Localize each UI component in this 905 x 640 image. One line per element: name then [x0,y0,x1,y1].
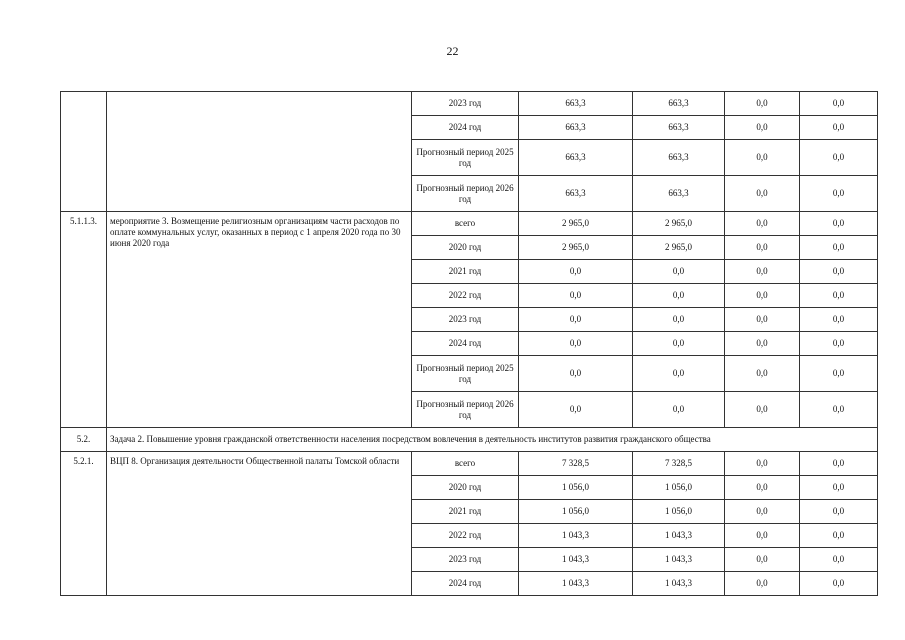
source-1-value-cell: 2 965,0 [633,212,725,236]
table-row [61,212,878,236]
source-2-value-cell: 0,0 [725,236,800,260]
source-1-value-cell: 0,0 [633,308,725,332]
period-cell: 2023 год [412,92,519,116]
total-value-cell: 0,0 [519,392,633,428]
total-value-cell: 1 043,3 [519,524,633,548]
period-cell: 2020 год [412,236,519,260]
period-cell: всего [412,452,519,476]
source-2-value-cell: 0,0 [725,476,800,500]
source-3-value-cell: 0,0 [800,308,878,332]
period-cell: 2020 год [412,476,519,500]
source-2-value-cell: 0,0 [725,332,800,356]
table-row [61,452,878,476]
budget-table [60,91,878,596]
page-number: 22 [446,44,459,58]
source-1-value-cell: 0,0 [633,356,725,392]
source-1-value-cell: 1 043,3 [633,572,725,596]
task-code: 5.2. [61,428,107,452]
source-3-value-cell: 0,0 [800,212,878,236]
source-3-value-cell: 0,0 [800,140,878,176]
total-value-cell: 2 965,0 [519,212,633,236]
row-code [61,92,107,212]
source-1-value-cell: 0,0 [633,332,725,356]
total-value-cell: 663,3 [519,92,633,116]
total-value-cell: 663,3 [519,140,633,176]
source-2-value-cell: 0,0 [725,548,800,572]
source-2-value-cell: 0,0 [725,572,800,596]
source-3-value-cell: 0,0 [800,572,878,596]
total-value-cell: 7 328,5 [519,452,633,476]
total-value-cell: 1 043,3 [519,548,633,572]
row-code: 5.2.1. [61,452,107,596]
total-value-cell: 1 056,0 [519,500,633,524]
source-1-value-cell: 1 043,3 [633,524,725,548]
period-cell: 2023 год [412,308,519,332]
source-1-value-cell: 2 965,0 [633,236,725,260]
period-cell: Прогнозный период 2026 год [412,392,519,428]
source-1-value-cell: 663,3 [633,140,725,176]
source-2-value-cell: 0,0 [725,212,800,236]
source-1-value-cell: 0,0 [633,260,725,284]
source-1-value-cell: 663,3 [633,92,725,116]
task-text: Задача 2. Повышение уровня гражданской ответственности населения посредством вовлечения в деятельность институтов развития гражданского общества [107,428,878,452]
source-3-value-cell: 0,0 [800,92,878,116]
source-2-value-cell: 0,0 [725,176,800,212]
source-1-value-cell: 7 328,5 [633,452,725,476]
source-1-value-cell: 0,0 [633,392,725,428]
table-row [61,92,878,116]
source-2-value-cell: 0,0 [725,500,800,524]
period-cell: 2022 год [412,524,519,548]
source-1-value-cell: 1 043,3 [633,548,725,572]
source-1-value-cell: 663,3 [633,116,725,140]
period-cell: 2024 год [412,116,519,140]
total-value-cell: 1 043,3 [519,572,633,596]
period-cell: Прогнозный период 2025 год [412,140,519,176]
source-1-value-cell: 0,0 [633,284,725,308]
source-2-value-cell: 0,0 [725,260,800,284]
source-3-value-cell: 0,0 [800,500,878,524]
source-1-value-cell: 1 056,0 [633,476,725,500]
period-cell: 2023 год [412,548,519,572]
task-row [61,428,878,452]
source-2-value-cell: 0,0 [725,116,800,140]
source-3-value-cell: 0,0 [800,284,878,308]
total-value-cell: 1 056,0 [519,476,633,500]
source-2-value-cell: 0,0 [725,140,800,176]
period-cell: 2021 год [412,260,519,284]
source-2-value-cell: 0,0 [725,452,800,476]
total-value-cell: 663,3 [519,116,633,140]
row-code: 5.1.1.3. [61,212,107,428]
total-value-cell: 663,3 [519,176,633,212]
source-1-value-cell: 663,3 [633,176,725,212]
period-cell: Прогнозный период 2025 год [412,356,519,392]
period-cell: всего [412,212,519,236]
source-3-value-cell: 0,0 [800,452,878,476]
source-3-value-cell: 0,0 [800,236,878,260]
source-3-value-cell: 0,0 [800,524,878,548]
source-2-value-cell: 0,0 [725,524,800,548]
total-value-cell: 0,0 [519,284,633,308]
source-3-value-cell: 0,0 [800,176,878,212]
source-3-value-cell: 0,0 [800,116,878,140]
source-2-value-cell: 0,0 [725,356,800,392]
row-name: ВЦП 8. Организация деятельности Общественной палаты Томской области [107,452,412,596]
source-2-value-cell: 0,0 [725,392,800,428]
total-value-cell: 0,0 [519,332,633,356]
source-1-value-cell: 1 056,0 [633,500,725,524]
source-3-value-cell: 0,0 [800,332,878,356]
period-cell: 2024 год [412,572,519,596]
total-value-cell: 0,0 [519,260,633,284]
source-2-value-cell: 0,0 [725,308,800,332]
period-cell: 2022 год [412,284,519,308]
source-3-value-cell: 0,0 [800,356,878,392]
total-value-cell: 2 965,0 [519,236,633,260]
total-value-cell: 0,0 [519,308,633,332]
period-cell: Прогнозный период 2026 год [412,176,519,212]
period-cell: 2021 год [412,500,519,524]
period-cell: 2024 год [412,332,519,356]
source-3-value-cell: 0,0 [800,476,878,500]
table-body [61,92,878,596]
row-name: мероприятие 3. Возмещение религиозным организациям части расходов по оплате коммунальных услуг, оказанных в период с 1 апреля 2020 года по 30 июня 2020 года [107,212,412,428]
source-2-value-cell: 0,0 [725,284,800,308]
source-3-value-cell: 0,0 [800,548,878,572]
total-value-cell: 0,0 [519,356,633,392]
source-3-value-cell: 0,0 [800,392,878,428]
source-3-value-cell: 0,0 [800,260,878,284]
row-name [107,92,412,212]
source-2-value-cell: 0,0 [725,92,800,116]
